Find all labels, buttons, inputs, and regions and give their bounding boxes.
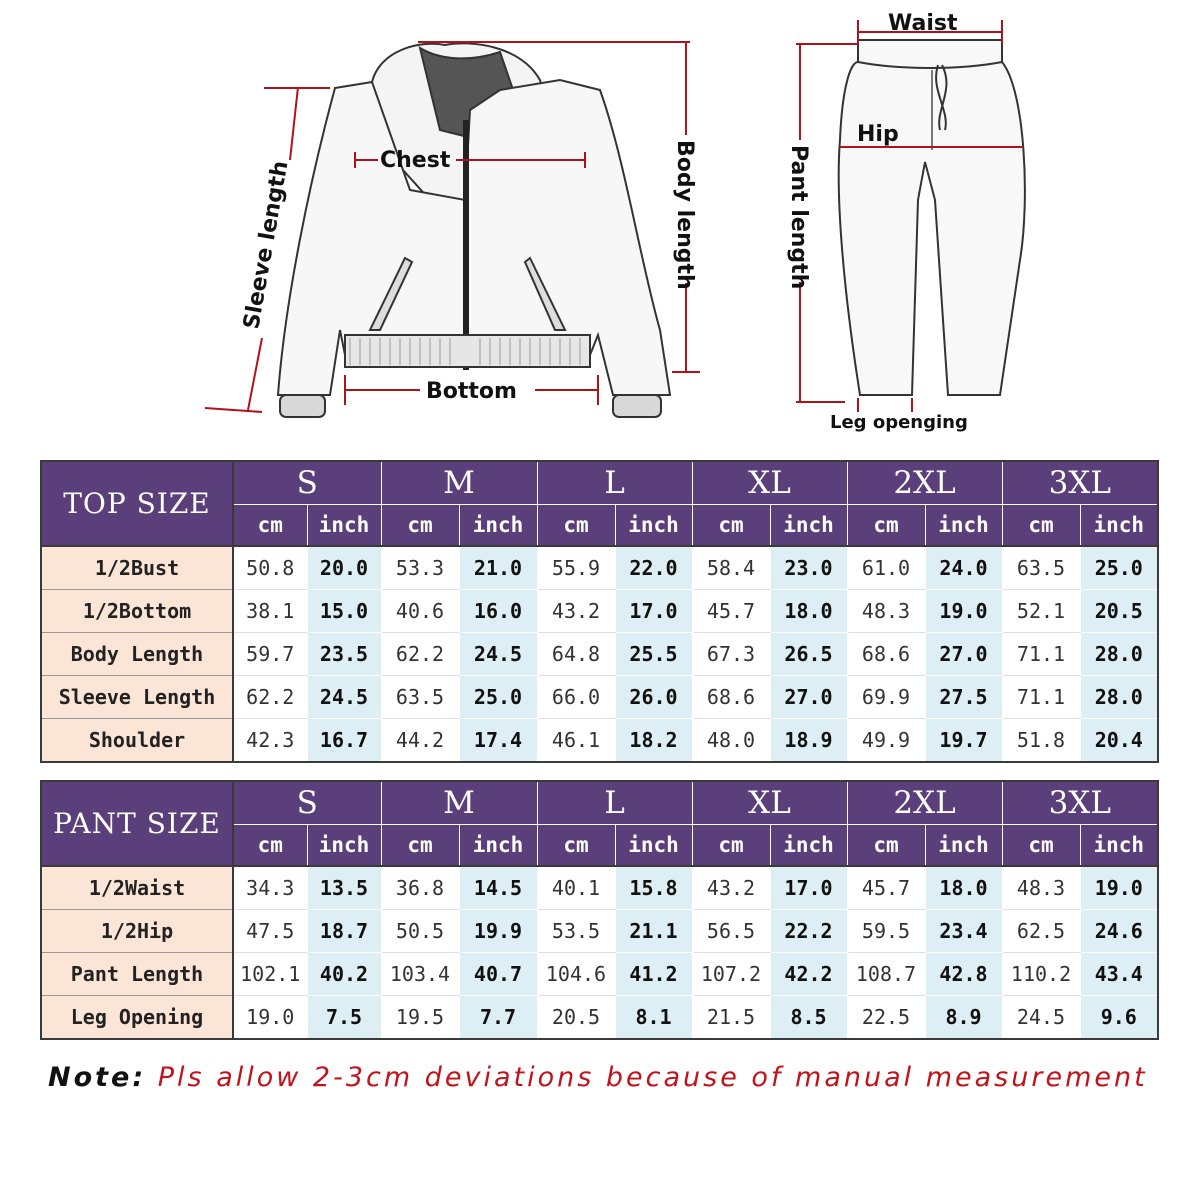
inch-value-cell: 40.7 [459,953,537,996]
cm-value-cell: 53.5 [537,910,615,953]
pant-length-label: Pant length [786,145,811,290]
inch-value-cell: 27.0 [770,676,847,719]
inch-value-cell: 19.0 [925,590,1002,633]
unit-cm: cm [381,505,459,547]
measurement-illustration [0,0,1200,450]
row-label: 1/2Hip [41,910,233,953]
cm-value-cell: 66.0 [537,676,615,719]
cm-value-cell: 47.5 [233,910,307,953]
cm-value-cell: 68.6 [692,676,770,719]
cm-value-cell: 52.1 [1002,590,1080,633]
row-label: Body Length [41,633,233,676]
inch-value-cell: 19.0 [1080,866,1158,910]
inch-value-cell: 42.8 [925,953,1002,996]
cm-value-cell: 48.3 [847,590,925,633]
unit-inch: inch [459,825,537,867]
inch-value-cell: 22.2 [770,910,847,953]
cm-value-cell: 19.0 [233,996,307,1040]
cm-value-cell: 107.2 [692,953,770,996]
cm-value-cell: 38.1 [233,590,307,633]
cm-value-cell: 63.5 [1002,546,1080,590]
inch-value-cell: 18.2 [615,719,692,763]
pant-size-xl: XL [692,781,847,825]
unit-inch: inch [925,505,1002,547]
unit-inch: inch [615,825,692,867]
body-length-label: Body length [672,140,697,290]
chest-label: Chest [380,148,451,173]
inch-value-cell: 43.4 [1080,953,1158,996]
unit-cm: cm [847,825,925,867]
cm-value-cell: 59.7 [233,633,307,676]
cm-value-cell: 24.5 [1002,996,1080,1040]
cm-value-cell: 53.3 [381,546,459,590]
inch-value-cell: 18.0 [925,866,1002,910]
inch-value-cell: 8.5 [770,996,847,1040]
unit-inch: inch [459,505,537,547]
inch-value-cell: 24.6 [1080,910,1158,953]
inch-value-cell: 13.5 [307,866,381,910]
inch-value-cell: 20.4 [1080,719,1158,763]
unit-inch: inch [1080,505,1158,547]
inch-value-cell: 16.7 [307,719,381,763]
cm-value-cell: 64.8 [537,633,615,676]
unit-inch: inch [770,825,847,867]
leg-opening-label: Leg openging [830,412,968,433]
inch-value-cell: 40.2 [307,953,381,996]
cm-value-cell: 48.3 [1002,866,1080,910]
cm-value-cell: 51.8 [1002,719,1080,763]
inch-value-cell: 18.7 [307,910,381,953]
inch-value-cell: 18.9 [770,719,847,763]
cm-value-cell: 21.5 [692,996,770,1040]
cm-value-cell: 45.7 [847,866,925,910]
unit-inch: inch [925,825,1002,867]
cm-value-cell: 50.8 [233,546,307,590]
inch-value-cell: 27.0 [925,633,1002,676]
unit-cm: cm [233,825,307,867]
inch-value-cell: 27.5 [925,676,1002,719]
jacket-drawing [278,43,670,417]
table-row [41,633,1158,676]
cm-value-cell: 63.5 [381,676,459,719]
inch-value-cell: 18.0 [770,590,847,633]
waist-label: Waist [888,11,958,36]
cm-value-cell: 43.2 [692,866,770,910]
unit-cm: cm [692,505,770,547]
inch-value-cell: 23.0 [770,546,847,590]
inch-value-cell: 28.0 [1080,676,1158,719]
inch-value-cell: 25.0 [459,676,537,719]
inch-value-cell: 16.0 [459,590,537,633]
inch-value-cell: 8.9 [925,996,1002,1040]
unit-inch: inch [307,825,381,867]
cm-value-cell: 59.5 [847,910,925,953]
bottom-label: Bottom [426,379,517,404]
unit-cm: cm [1002,505,1080,547]
cm-value-cell: 68.6 [847,633,925,676]
cm-value-cell: 108.7 [847,953,925,996]
inch-value-cell: 22.0 [615,546,692,590]
inch-value-cell: 24.5 [459,633,537,676]
inch-value-cell: 15.0 [307,590,381,633]
cm-value-cell: 61.0 [847,546,925,590]
table-row [41,719,1158,763]
cm-value-cell: 69.9 [847,676,925,719]
cm-value-cell: 20.5 [537,996,615,1040]
cm-value-cell: 58.4 [692,546,770,590]
inch-value-cell: 19.7 [925,719,1002,763]
cm-value-cell: 48.0 [692,719,770,763]
pant-size-s: S [233,781,381,825]
top-size-title: TOP SIZE [41,461,233,546]
inch-value-cell: 26.5 [770,633,847,676]
inch-value-cell: 28.0 [1080,633,1158,676]
cm-value-cell: 62.5 [1002,910,1080,953]
cm-value-cell: 45.7 [692,590,770,633]
unit-inch: inch [770,505,847,547]
cm-value-cell: 62.2 [381,633,459,676]
inch-value-cell: 15.8 [615,866,692,910]
inch-value-cell: 24.0 [925,546,1002,590]
cm-value-cell: 50.5 [381,910,459,953]
top-size-l: L [537,461,692,505]
pant-size-body [41,866,1158,1039]
row-label: Leg Opening [41,996,233,1040]
inch-value-cell: 17.0 [770,866,847,910]
cm-value-cell: 62.2 [233,676,307,719]
inch-value-cell: 21.0 [459,546,537,590]
inch-value-cell: 20.5 [1080,590,1158,633]
sleeve-length-label: Sleeve length [239,159,294,332]
inch-value-cell: 19.9 [459,910,537,953]
unit-cm: cm [233,505,307,547]
pant-size-m: M [381,781,537,825]
garment-diagram [0,0,1200,450]
cm-value-cell: 44.2 [381,719,459,763]
hip-label: Hip [857,122,899,147]
row-label: Sleeve Length [41,676,233,719]
table-row [41,996,1158,1040]
unit-inch: inch [615,505,692,547]
pant-size-3xl: 3XL [1002,781,1158,825]
cm-value-cell: 71.1 [1002,633,1080,676]
top-size-2xl: 2XL [847,461,1002,505]
note-label: Note: [48,1062,147,1093]
unit-cm: cm [381,825,459,867]
table-row [41,546,1158,590]
pant-size-l: L [537,781,692,825]
top-size-table [40,460,1159,763]
unit-cm: cm [847,505,925,547]
cm-value-cell: 71.1 [1002,676,1080,719]
cm-value-cell: 19.5 [381,996,459,1040]
inch-value-cell: 25.0 [1080,546,1158,590]
measurement-note [48,1062,1148,1093]
inch-value-cell: 25.5 [615,633,692,676]
unit-inch: inch [307,505,381,547]
cm-value-cell: 56.5 [692,910,770,953]
cm-value-cell: 40.1 [537,866,615,910]
inch-value-cell: 41.2 [615,953,692,996]
inch-value-cell: 23.4 [925,910,1002,953]
cm-value-cell: 110.2 [1002,953,1080,996]
row-label: 1/2Waist [41,866,233,910]
unit-inch: inch [1080,825,1158,867]
pant-size-table [40,780,1159,1040]
cm-value-cell: 104.6 [537,953,615,996]
cm-value-cell: 102.1 [233,953,307,996]
top-size-xl: XL [692,461,847,505]
pant-size-title: PANT SIZE [41,781,233,866]
top-size-s: S [233,461,381,505]
inch-value-cell: 7.7 [459,996,537,1040]
inch-value-cell: 42.2 [770,953,847,996]
cm-value-cell: 43.2 [537,590,615,633]
cm-value-cell: 46.1 [537,719,615,763]
row-label: Shoulder [41,719,233,763]
inch-value-cell: 20.0 [307,546,381,590]
cm-value-cell: 67.3 [692,633,770,676]
inch-value-cell: 14.5 [459,866,537,910]
cm-value-cell: 42.3 [233,719,307,763]
unit-cm: cm [537,505,615,547]
inch-value-cell: 17.4 [459,719,537,763]
inch-value-cell: 23.5 [307,633,381,676]
inch-value-cell: 7.5 [307,996,381,1040]
pants-drawing [839,40,1025,395]
unit-cm: cm [1002,825,1080,867]
table-row [41,953,1158,996]
cm-value-cell: 36.8 [381,866,459,910]
inch-value-cell: 21.1 [615,910,692,953]
inch-value-cell: 26.0 [615,676,692,719]
table-row [41,590,1158,633]
inch-value-cell: 17.0 [615,590,692,633]
inch-value-cell: 24.5 [307,676,381,719]
cm-value-cell: 55.9 [537,546,615,590]
top-size-3xl: 3XL [1002,461,1158,505]
table-row [41,910,1158,953]
inch-value-cell: 9.6 [1080,996,1158,1040]
table-row [41,676,1158,719]
unit-cm: cm [537,825,615,867]
unit-cm: cm [692,825,770,867]
top-size-m: M [381,461,537,505]
cm-value-cell: 34.3 [233,866,307,910]
inch-value-cell: 8.1 [615,996,692,1040]
note-text: Pls allow 2-3cm deviations because of manual measurement [157,1062,1148,1093]
cm-value-cell: 103.4 [381,953,459,996]
pant-size-2xl: 2XL [847,781,1002,825]
top-size-body [41,546,1158,762]
row-label: Pant Length [41,953,233,996]
row-label: 1/2Bust [41,546,233,590]
row-label: 1/2Bottom [41,590,233,633]
cm-value-cell: 22.5 [847,996,925,1040]
cm-value-cell: 40.6 [381,590,459,633]
table-row [41,866,1158,910]
cm-value-cell: 49.9 [847,719,925,763]
